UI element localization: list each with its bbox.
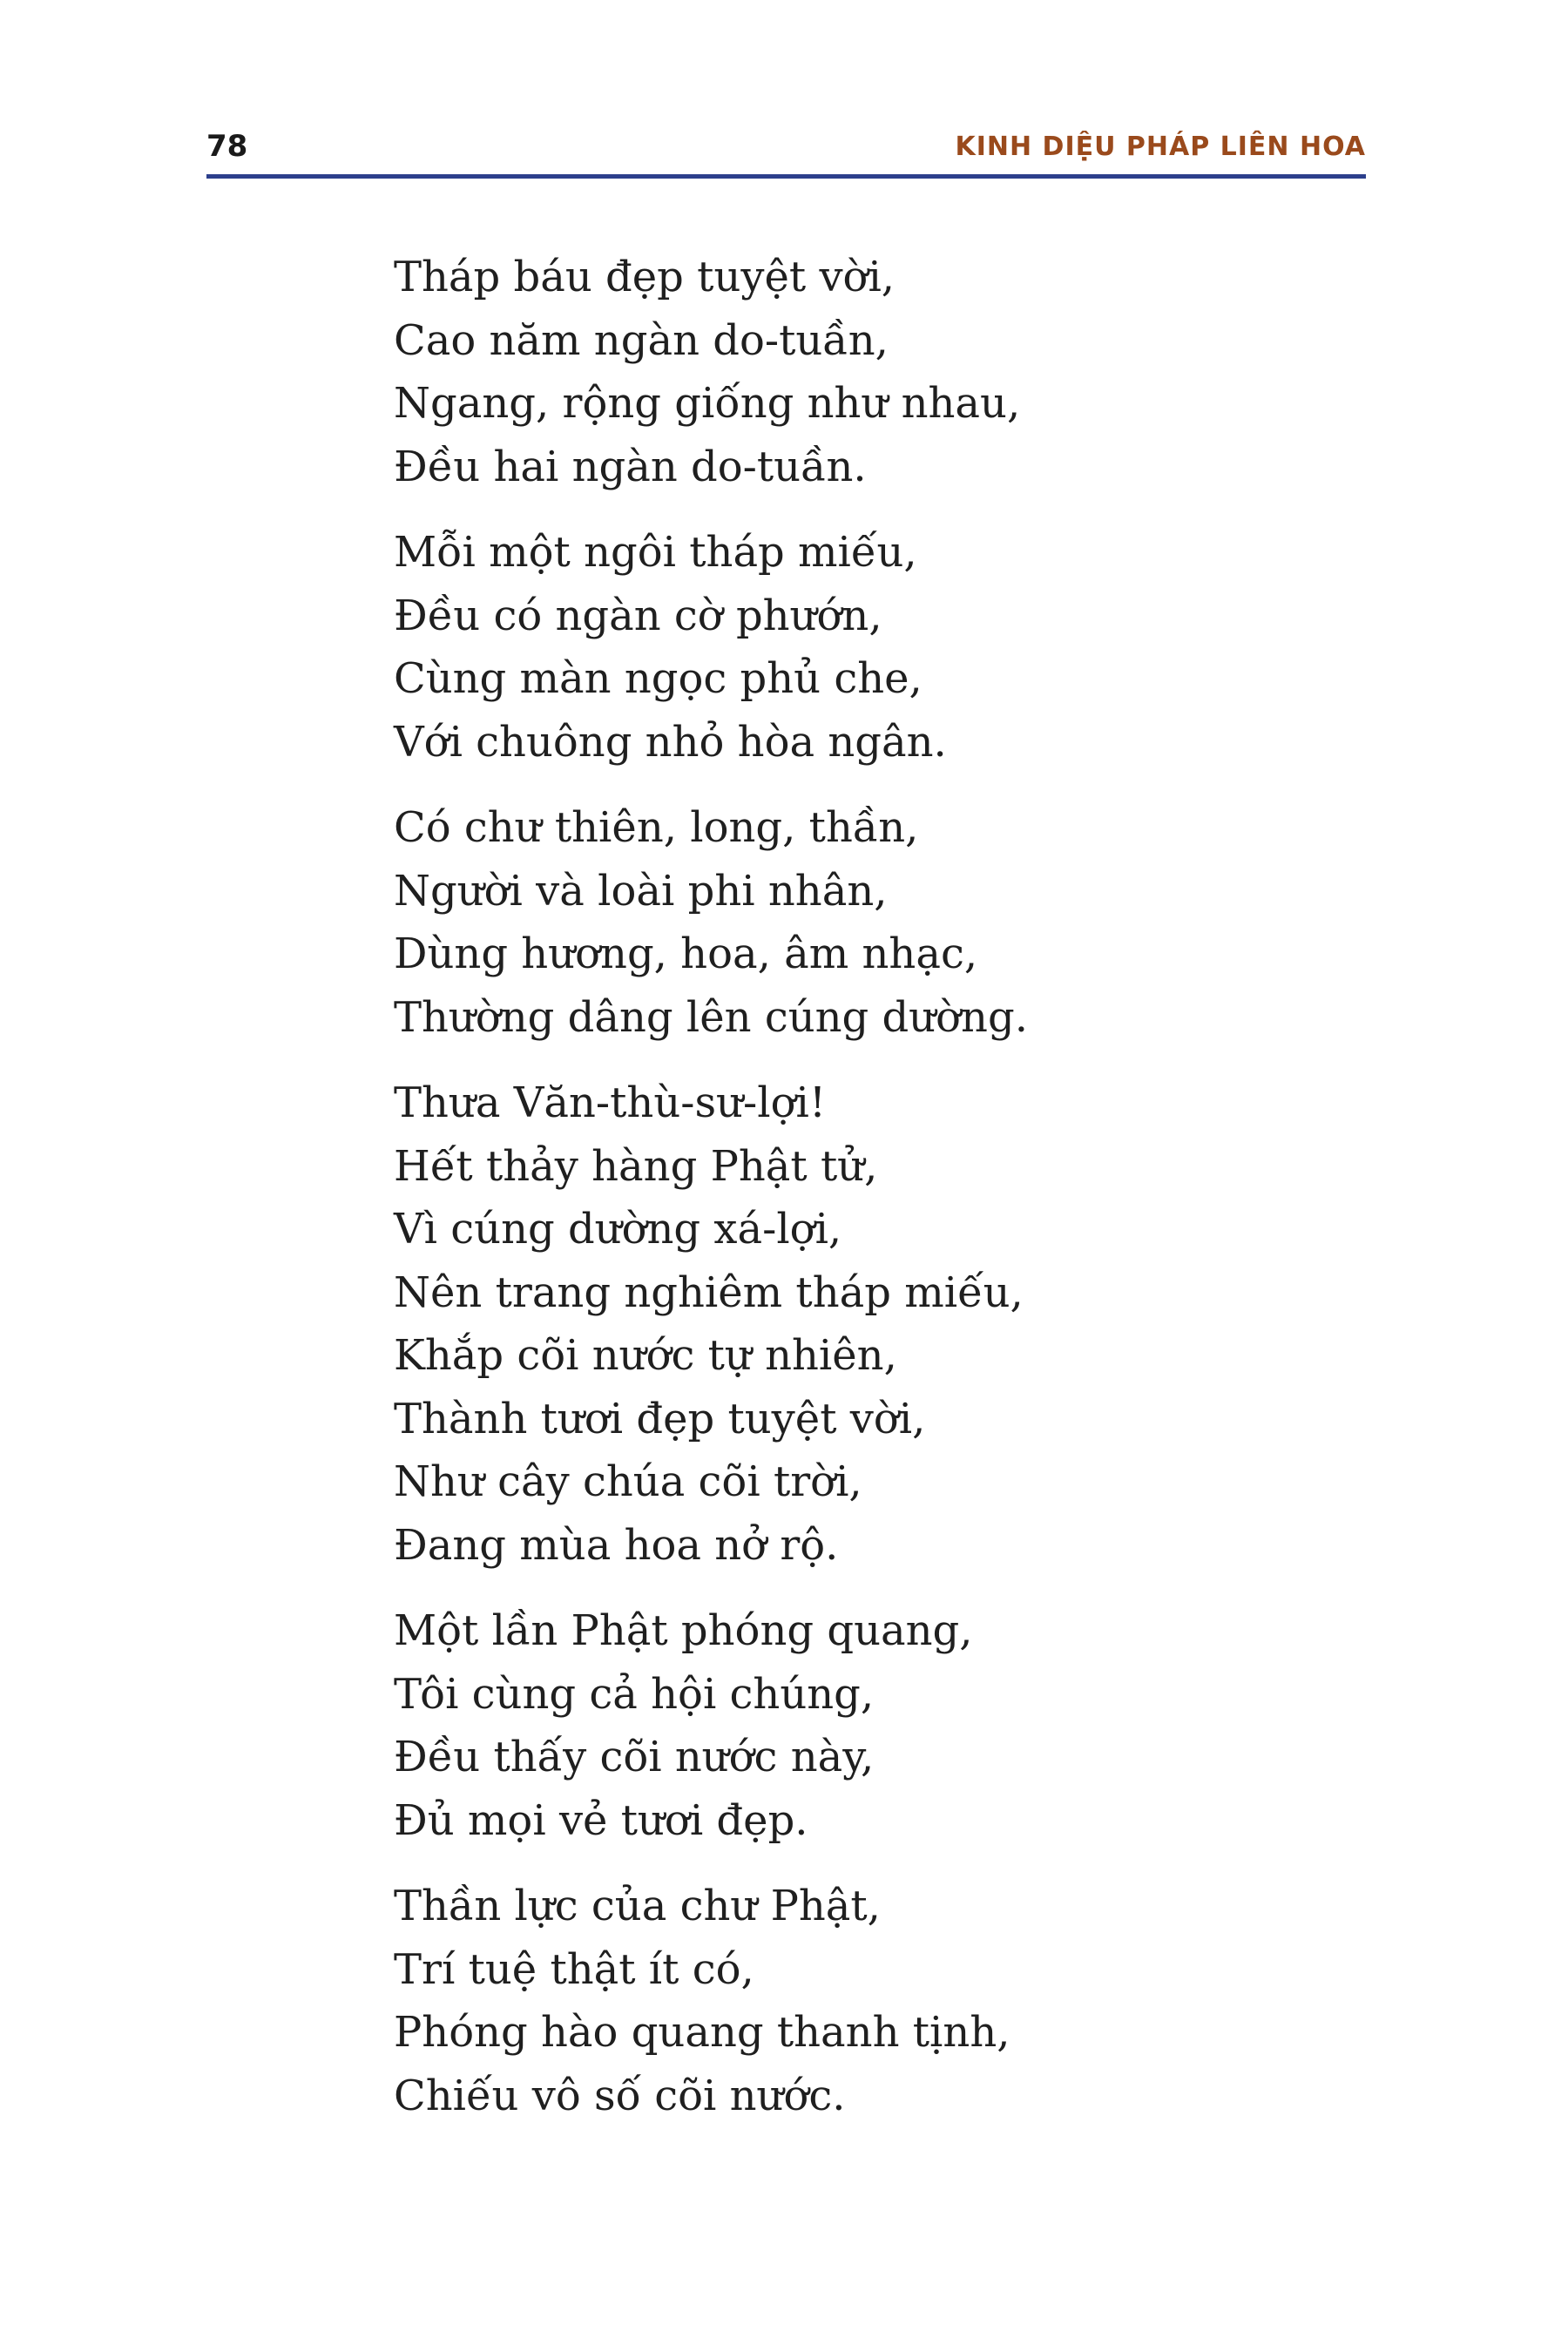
page-number: 78 (206, 129, 248, 164)
verse-line: Thường dâng lên cúng dường. (394, 992, 1028, 1042)
verse-line: Có chư thiên, long, thần, (394, 803, 919, 852)
verse-line: Thành tươi đẹp tuyệt vời, (394, 1394, 926, 1443)
verse-line: Nên trang nghiêm tháp miếu, (394, 1267, 1024, 1317)
verse-line: Mỗi một ngôi tháp miếu, (394, 528, 917, 577)
verse-line: Đủ mọi vẻ tươi đẹp. (394, 1795, 808, 1845)
verse-line: Đều hai ngàn do-tuần. (394, 442, 867, 491)
poem-body (394, 246, 1265, 2150)
verse-line: Vì cúng dường xá-lợi, (394, 1205, 842, 1254)
verse-line: Trí tuệ thật ít có, (394, 1944, 754, 1994)
stanza (394, 1599, 1265, 1852)
verse-line: Hết thảy hàng Phật tử, (394, 1141, 878, 1191)
verse-line: Đều thấy cõi nước này, (394, 1733, 875, 1781)
stanza (394, 246, 1265, 498)
verse-line: Thưa Văn-thù-sư-lợi! (394, 1078, 827, 1127)
verse-line: Tôi cùng cả hội chúng, (394, 1669, 875, 1719)
page-header (206, 0, 1366, 182)
verse-line: Đang mùa hoa nở rộ. (394, 1520, 839, 1570)
verse-line: Cao năm ngàn do-tuần, (394, 315, 889, 365)
verse-line: Một lần Phật phóng quang, (394, 1606, 973, 1655)
stanza (394, 796, 1265, 1049)
verse-line: Tháp báu đẹp tuyệt vời, (394, 253, 896, 301)
verse-line: Chiếu vô số cõi nước. (394, 2071, 846, 2120)
verse-line: Khắp cõi nước tự nhiên, (394, 1331, 897, 1380)
header-rule (206, 174, 1366, 179)
stanza (394, 1071, 1265, 1577)
verse-line: Đều có ngàn cờ phướn, (394, 591, 882, 640)
verse-line: Dùng hương, hoa, âm nhạc, (394, 929, 978, 978)
verse-line: Thần lực của chư Phật, (394, 1882, 881, 1930)
verse-line: Cùng màn ngọc phủ che, (394, 654, 923, 703)
stanza (394, 521, 1265, 774)
verse-line: Phóng hào quang thanh tịnh, (394, 2008, 1010, 2057)
verse-line: Với chuông nhỏ hòa ngân. (394, 717, 947, 767)
verse-line: Người và loài phi nhân, (394, 866, 888, 916)
running-title: KINH DIỆU PHÁP LIÊN HOA (955, 132, 1366, 162)
stanza (394, 1875, 1265, 2127)
verse-line: Ngang, rộng giống như nhau, (394, 379, 1021, 428)
verse-line: Như cây chúa cõi trời, (394, 1457, 862, 1506)
